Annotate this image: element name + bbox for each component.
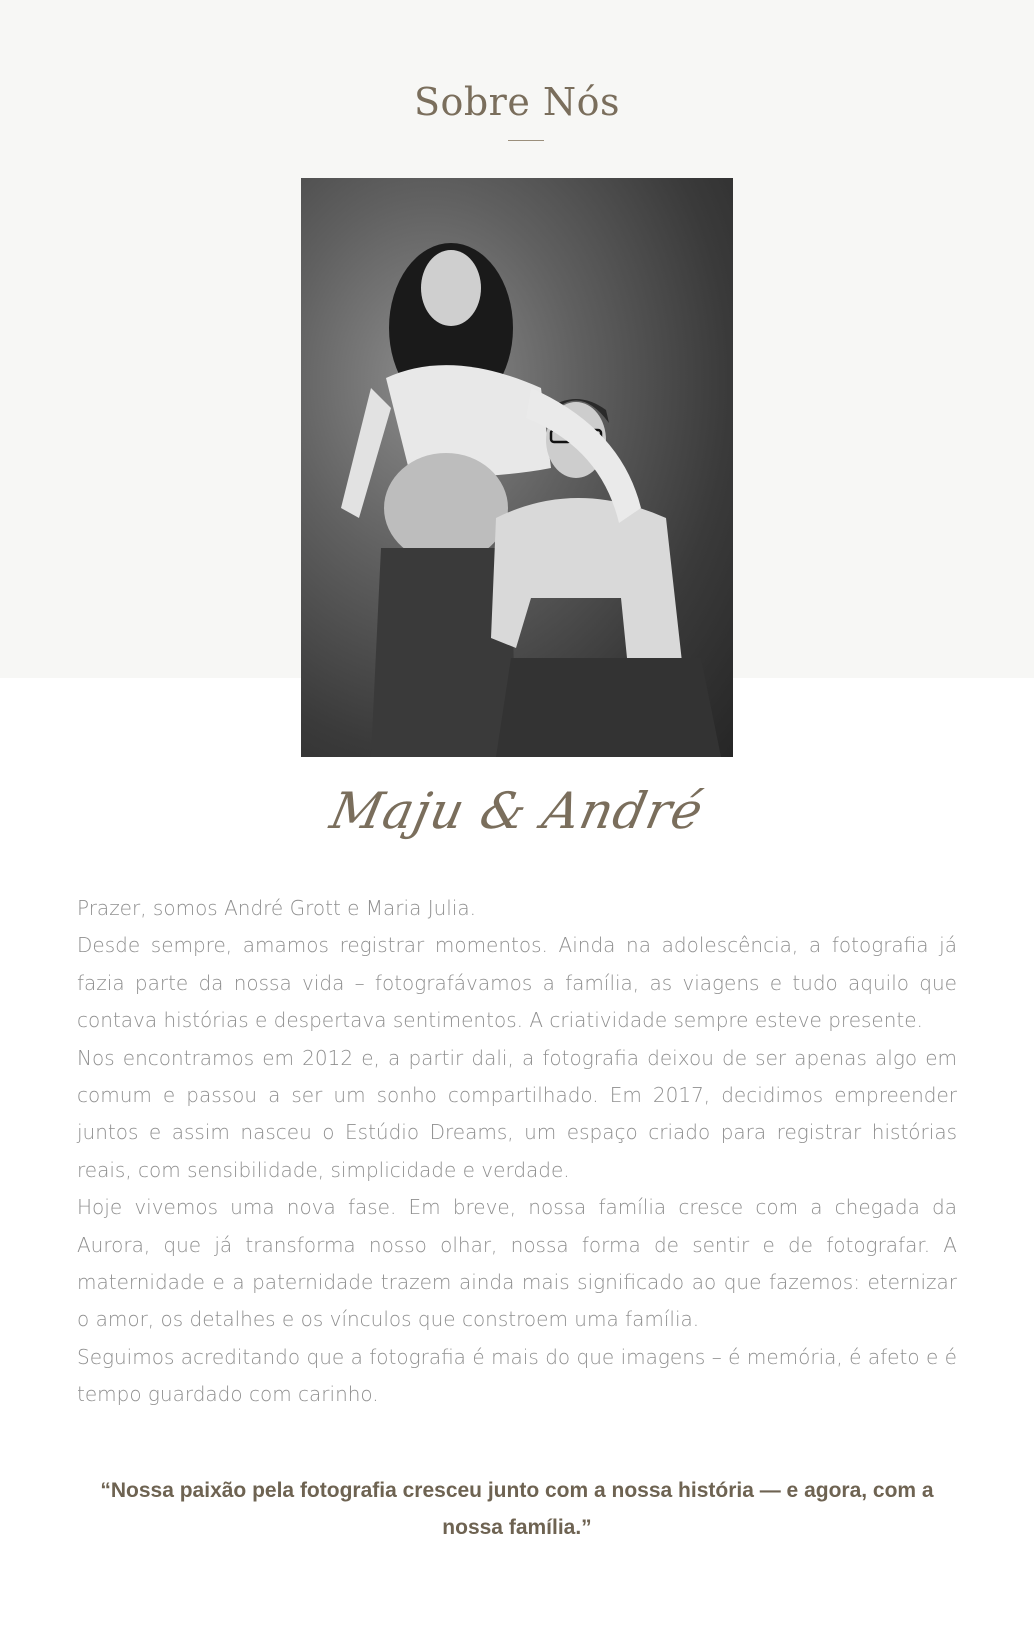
bio-paragraph: Seguimos acreditando que a fotografia é mais do que imagens – é memória, é afeto e é tempo guardado com carinho. (77, 1344, 957, 1407)
bio-paragraph: Hoje vivemos uma nova fase. Em breve, nossa família cresce com a chegada da Aurora, que já transforma nosso olhar, nossa forma de sentir e de fotografar. A maternidade e a paternidade trazem ainda mais significado ao que fazemos: eternizar o amor, os detalhes e os vínculos que constroem uma família. (77, 1195, 957, 1332)
bio-paragraph: Desde sempre, amamos registrar momentos. Ainda na adolescência, a fotografia já fazia parte da nossa vida – fotografávamos a família, as viagens e tudo aquilo que contava histórias e despertava sentimentos. A criatividade sempre esteve presente. (77, 933, 957, 1033)
section-title: Sobre Nós (413, 80, 621, 124)
bio-paragraph: Prazer, somos André Grott e Maria Julia. (77, 896, 477, 920)
couple-portrait-photo (301, 178, 733, 757)
signature-names: Maju & André (325, 782, 709, 840)
bio-text (77, 890, 957, 1414)
title-divider (508, 140, 544, 141)
portrait-illustration (301, 178, 733, 757)
bio-paragraph: Nos encontramos em 2012 e, a partir dali, a fotografia deixou de ser apenas algo em comum e passou a ser um sonho compartilhado. Em 2017, decidimos empreender juntos e assim nasceu o Estúdio Dreams, um espaço criado para registrar histórias reais, com sensibilidade, simplicidade e verdade. (77, 1045, 957, 1182)
pull-quote: “Nossa paixão pela fotografia cresceu junto com a nossa história — e agora, com a nossa família.” (100, 1479, 934, 1539)
